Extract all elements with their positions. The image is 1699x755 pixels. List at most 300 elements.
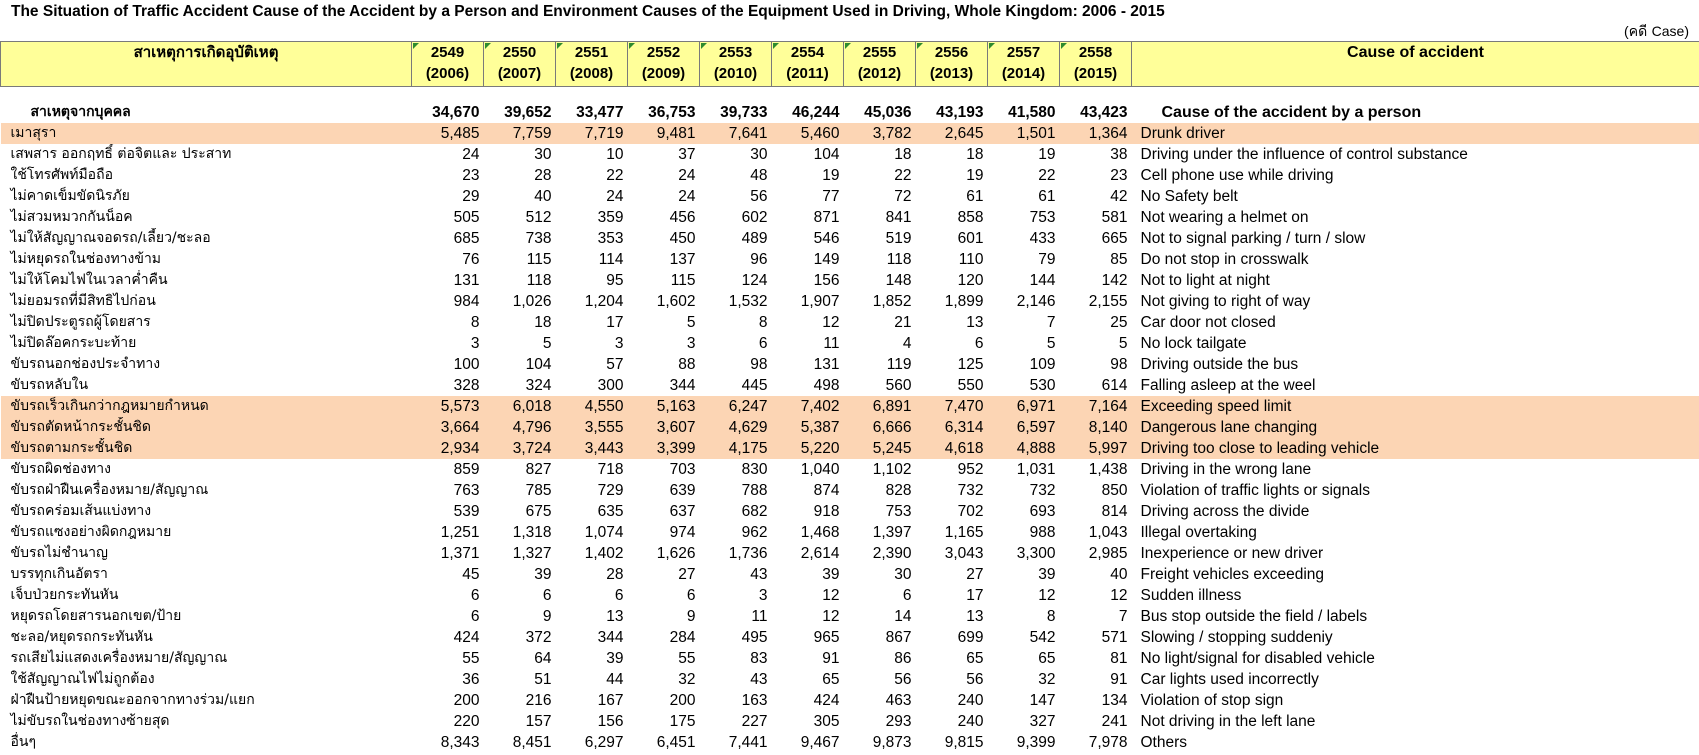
cause-thai-cell: สาเหตุจากบุคคล — [30, 104, 131, 120]
table-row — [1, 627, 1699, 648]
value-cell: 18 — [534, 314, 552, 331]
value-cell: 8 — [470, 314, 480, 331]
value-cell: 9,399 — [1016, 734, 1056, 751]
value-cell: 13 — [606, 608, 624, 625]
value-cell: 7,470 — [916, 396, 988, 417]
value-cell: 498 — [813, 377, 840, 394]
value-cell: 156 — [597, 713, 624, 730]
value-cell: 43 — [750, 671, 768, 688]
header-year-2015: 2558 (2015) — [1060, 42, 1132, 87]
value-cell: 25 — [1110, 314, 1128, 331]
value-cell: 36,753 — [648, 104, 696, 121]
value-cell: 163 — [741, 692, 768, 709]
cause-english-cell: Driving in the wrong lane — [1132, 459, 1699, 480]
value-cell: 9 — [542, 608, 552, 625]
cause-thai-cell: ไม่ให้โคมไฟในเวลาค่ำคืน — [10, 272, 168, 288]
value-cell: 18 — [966, 146, 984, 163]
value-cell: 4,629 — [700, 417, 772, 438]
value-cell: 216 — [525, 692, 552, 709]
value-cell: 682 — [741, 503, 768, 520]
cause-thai-cell: ขับรถฝ่าฝืนเครื่องหมาย/สัญญาณ — [10, 482, 209, 498]
value-cell: 8,451 — [512, 734, 552, 751]
value-cell: 118 — [886, 251, 912, 268]
unit-english: Case — [1651, 23, 1685, 39]
header-year-2006: 2549 (2006) — [412, 42, 484, 87]
value-cell: 4 — [902, 335, 912, 352]
value-cell: 1,468 — [800, 524, 840, 541]
value-cell: 5 — [1118, 335, 1128, 352]
value-cell: 13 — [966, 608, 984, 625]
value-cell: 1,602 — [656, 293, 696, 310]
value-cell: 8 — [1046, 608, 1056, 625]
cause-english-cell: Bus stop outside the field / labels — [1132, 606, 1699, 627]
value-cell: 359 — [597, 209, 624, 226]
value-cell: 2,155 — [1088, 293, 1128, 310]
value-cell: 539 — [453, 503, 480, 520]
spacer-row — [1, 87, 1699, 103]
value-cell: 137 — [669, 251, 696, 268]
cause-english-cell: Violation of stop sign — [1132, 690, 1699, 711]
value-cell: 830 — [741, 461, 768, 478]
value-cell: 867 — [885, 629, 912, 646]
table-row — [1, 480, 1699, 501]
header-year-2007: 2550 (2007) — [484, 42, 556, 87]
value-cell: 98 — [1110, 356, 1128, 373]
cause-thai-cell: ใช้โทรศัพท์มือถือ — [10, 167, 113, 183]
value-cell: 3,300 — [1016, 545, 1056, 562]
value-cell: 284 — [669, 629, 696, 646]
value-cell: 4,550 — [556, 396, 628, 417]
cause-english-cell: Not to light at night — [1132, 270, 1699, 291]
value-cell: 300 — [597, 377, 624, 394]
cause-english-cell: Do not stop in crosswalk — [1132, 249, 1699, 270]
value-cell: 1,626 — [656, 545, 696, 562]
table-row — [1, 732, 1699, 753]
cause-thai-cell: รถเสียไม่แสดงเครื่องหมาย/สัญญาณ — [10, 650, 228, 666]
value-cell: 72 — [894, 188, 912, 205]
table-row — [1, 648, 1699, 669]
value-cell: 42 — [1110, 188, 1128, 205]
value-cell: 2,934 — [412, 438, 484, 459]
value-cell: 6,314 — [916, 417, 988, 438]
value-cell: 1,040 — [800, 461, 840, 478]
value-cell: 40 — [534, 188, 552, 205]
value-cell: 2,985 — [1088, 545, 1128, 562]
value-cell: 65 — [822, 671, 840, 688]
value-cell: 30 — [534, 146, 552, 163]
value-cell: 46,244 — [792, 104, 840, 121]
value-cell: 5,245 — [844, 438, 916, 459]
value-cell: 1,371 — [440, 545, 480, 562]
value-cell: 512 — [525, 209, 552, 226]
cause-english-cell: Car door not closed — [1132, 312, 1699, 333]
value-cell: 1,251 — [440, 524, 480, 541]
value-cell: 7,759 — [484, 123, 556, 144]
value-cell: 841 — [885, 209, 912, 226]
value-cell: 3 — [686, 335, 696, 352]
value-cell: 14 — [894, 608, 912, 625]
cause-english-cell: Driving outside the bus — [1132, 354, 1699, 375]
table-row — [1, 417, 1699, 438]
value-cell: 530 — [1029, 377, 1056, 394]
value-cell: 38 — [1110, 146, 1128, 163]
value-cell: 81 — [1110, 650, 1128, 667]
value-cell: 7,719 — [556, 123, 628, 144]
value-cell: 6 — [974, 335, 984, 352]
cause-english-cell: Driving under the influence of control substance — [1132, 144, 1699, 165]
value-cell: 241 — [1101, 713, 1128, 730]
value-cell: 28 — [606, 566, 624, 583]
value-cell: 24 — [606, 188, 624, 205]
value-cell: 28 — [534, 167, 552, 184]
cause-thai-cell: ขับรถเร็วเกินกว่ากฎหมายกำหนด — [1, 396, 412, 417]
table-row — [1, 522, 1699, 543]
value-cell: 7,402 — [772, 396, 844, 417]
header-year-2010: 2553 (2010) — [700, 42, 772, 87]
value-cell: 156 — [813, 272, 840, 289]
value-cell: 12 — [1038, 587, 1056, 604]
value-cell: 785 — [525, 482, 552, 499]
value-cell: 635 — [597, 503, 624, 520]
cause-thai-cell: ไม่ปิดล๊อคกระบะท้าย — [10, 335, 137, 351]
value-cell: 11 — [751, 608, 768, 625]
table-row — [1, 690, 1699, 711]
cause-english-cell: Cause of the accident by a person — [1132, 102, 1699, 123]
value-cell: 57 — [606, 356, 624, 373]
value-cell: 76 — [462, 251, 480, 268]
value-cell: 1,102 — [872, 461, 912, 478]
value-cell: 753 — [1029, 209, 1056, 226]
value-cell: 3,664 — [412, 417, 484, 438]
value-cell: 9,815 — [944, 734, 984, 751]
value-cell: 6 — [686, 587, 696, 604]
value-cell: 45 — [462, 566, 480, 583]
value-cell: 2,645 — [916, 123, 988, 144]
value-cell: 56 — [966, 671, 984, 688]
table-row — [1, 333, 1699, 354]
value-cell: 30 — [894, 566, 912, 583]
value-cell: 61 — [1038, 188, 1056, 205]
value-cell: 167 — [597, 692, 624, 709]
value-cell: 4,796 — [484, 417, 556, 438]
value-cell: 9,467 — [800, 734, 840, 751]
value-cell: 6,451 — [656, 734, 696, 751]
value-cell: 763 — [453, 482, 480, 499]
value-cell: 100 — [453, 356, 480, 373]
cause-english-cell: Not giving to right of way — [1132, 291, 1699, 312]
value-cell: 324 — [525, 377, 552, 394]
value-cell: 7,441 — [728, 734, 768, 751]
value-cell: 463 — [885, 692, 912, 709]
value-cell: 858 — [957, 209, 984, 226]
value-cell: 61 — [966, 188, 984, 205]
value-cell: 4,888 — [988, 438, 1060, 459]
value-cell: 65 — [1038, 650, 1056, 667]
value-cell: 1,899 — [944, 293, 984, 310]
value-cell: 22 — [606, 167, 624, 184]
value-cell: 200 — [669, 692, 696, 709]
value-cell: 79 — [1038, 251, 1056, 268]
sheet-title: The Situation of Traffic Accident Cause of the Accident by a Person and Environment Causes of the Equipment Used in Driving, Whole Kingdom: 2006 - 2015 — [11, 3, 1165, 20]
cause-english-cell: Falling asleep at the weel — [1132, 375, 1699, 396]
value-cell: 718 — [597, 461, 624, 478]
value-cell: 827 — [525, 461, 552, 478]
value-cell: 39 — [822, 566, 840, 583]
value-cell: 3,607 — [628, 417, 700, 438]
value-cell: 125 — [957, 356, 984, 373]
value-cell: 119 — [886, 356, 912, 373]
value-cell: 17 — [606, 314, 624, 331]
value-cell: 859 — [453, 461, 480, 478]
cause-thai-cell: ไม่ขับรถในช่องทางซ้ายสุด — [10, 713, 170, 729]
value-cell: 445 — [741, 377, 768, 394]
header-year-2008: 2551 (2008) — [556, 42, 628, 87]
cause-thai-cell: ขับรถตามกระชั้นชิด — [1, 438, 412, 459]
value-cell: 7,164 — [1060, 396, 1132, 417]
value-cell: 43 — [750, 566, 768, 583]
value-cell: 8,343 — [440, 734, 480, 751]
value-cell: 13 — [966, 314, 984, 331]
table-row — [1, 669, 1699, 690]
value-cell: 814 — [1101, 503, 1128, 520]
value-cell: 952 — [957, 461, 984, 478]
cause-english-cell: Freight vehicles exceeding — [1132, 564, 1699, 585]
table-row — [1, 354, 1699, 375]
value-cell: 131 — [453, 272, 480, 289]
value-cell: 372 — [525, 629, 552, 646]
value-cell: 10 — [606, 146, 624, 163]
value-cell: 675 — [525, 503, 552, 520]
value-cell: 39 — [534, 566, 552, 583]
value-cell: 43,193 — [936, 104, 984, 121]
table-row — [1, 501, 1699, 522]
value-cell: 51 — [534, 671, 552, 688]
table-row — [1, 249, 1699, 270]
table-row — [1, 186, 1699, 207]
value-cell: 1,907 — [800, 293, 840, 310]
value-cell: 702 — [957, 503, 984, 520]
table-row — [1, 291, 1699, 312]
header-year-2012: 2555 (2012) — [844, 42, 916, 87]
value-cell: 614 — [1101, 377, 1128, 394]
value-cell: 788 — [741, 482, 768, 499]
cause-thai-cell: ไม่ยอมรถที่มีสิทธิไปก่อน — [10, 293, 156, 309]
value-cell: 693 — [1029, 503, 1056, 520]
value-cell: 519 — [885, 230, 912, 247]
cause-thai-cell: ขับรถคร่อมเส้นแบ่งทาง — [10, 503, 152, 519]
value-cell: 2,390 — [872, 545, 912, 562]
value-cell: 86 — [894, 650, 912, 667]
value-cell: 109 — [1029, 356, 1056, 373]
value-cell: 665 — [1101, 230, 1128, 247]
value-cell: 7,641 — [700, 123, 772, 144]
value-cell: 227 — [741, 713, 768, 730]
value-cell: 30 — [750, 146, 768, 163]
value-cell: 1,204 — [584, 293, 624, 310]
cause-thai-cell: บรรทุกเกินอัตรา — [10, 566, 108, 582]
value-cell: 19 — [822, 167, 840, 184]
cause-thai-cell: ไม่คาดเข็มขัดนิรภัย — [10, 188, 130, 204]
value-cell: 19 — [966, 167, 984, 184]
value-cell: 581 — [1101, 209, 1128, 226]
cause-english-cell: Cell phone use while driving — [1132, 165, 1699, 186]
value-cell: 602 — [741, 209, 768, 226]
table-row — [1, 207, 1699, 228]
cause-english-cell: Violation of traffic lights or signals — [1132, 480, 1699, 501]
value-cell: 984 — [453, 293, 480, 310]
value-cell: 560 — [885, 377, 912, 394]
value-cell: 45,036 — [864, 104, 912, 121]
cause-english-cell: Driving too close to leading vehicle — [1132, 438, 1699, 459]
value-cell: 91 — [1110, 671, 1128, 688]
value-cell: 3 — [758, 587, 768, 604]
value-cell: 9,873 — [872, 734, 912, 751]
value-cell: 5,997 — [1060, 438, 1132, 459]
table-row — [1, 459, 1699, 480]
value-cell: 149 — [813, 251, 840, 268]
value-cell: 118 — [526, 272, 552, 289]
value-cell: 962 — [741, 524, 768, 541]
value-cell: 41,580 — [1008, 104, 1056, 121]
value-cell: 22 — [1038, 167, 1056, 184]
value-cell: 64 — [534, 650, 552, 667]
value-cell: 918 — [813, 503, 840, 520]
cause-thai-cell: เมาสุรา — [1, 123, 412, 144]
cause-thai-cell: ใช้สัญญาณไฟไม่ถูกต้อง — [10, 671, 155, 687]
value-cell: 3,399 — [628, 438, 700, 459]
value-cell: 6 — [470, 587, 480, 604]
value-cell: 601 — [957, 230, 984, 247]
cause-thai-cell: ฝ่าฝืนป้ายหยุดขณะออกจากทางร่วม/แยก — [10, 692, 255, 708]
value-cell: 36 — [462, 671, 480, 688]
value-cell: 144 — [1029, 272, 1056, 289]
header-row — [1, 42, 1699, 87]
unit-thai: คดี — [1628, 24, 1648, 40]
value-cell: 148 — [885, 272, 912, 289]
value-cell: 27 — [966, 566, 984, 583]
value-cell: 6 — [470, 608, 480, 625]
value-cell: 293 — [885, 713, 912, 730]
value-cell: 433 — [1029, 230, 1056, 247]
table-row — [1, 543, 1699, 564]
value-cell: 988 — [1029, 524, 1056, 541]
value-cell: 3,443 — [556, 438, 628, 459]
value-cell: 753 — [885, 503, 912, 520]
cause-thai-cell: ไม่หยุดรถในช่องทางข้าม — [10, 251, 162, 267]
value-cell: 850 — [1101, 482, 1128, 499]
cause-thai-cell: ขับรถแซงอย่างผิดกฎหมาย — [10, 524, 172, 540]
cause-english-cell: Others — [1132, 732, 1699, 753]
value-cell: 6,666 — [844, 417, 916, 438]
value-cell: 134 — [1101, 692, 1128, 709]
value-cell: 124 — [741, 272, 768, 289]
value-cell: 732 — [957, 482, 984, 499]
value-cell: 729 — [597, 482, 624, 499]
value-cell: 56 — [894, 671, 912, 688]
value-cell: 39,733 — [720, 104, 768, 121]
header-english-label: Cause of accident — [1132, 42, 1699, 87]
value-cell: 8 — [758, 314, 768, 331]
value-cell: 88 — [678, 356, 696, 373]
value-cell: 77 — [822, 188, 840, 205]
value-cell: 639 — [669, 482, 696, 499]
value-cell: 874 — [813, 482, 840, 499]
value-cell: 1,327 — [512, 545, 552, 562]
value-cell: 1,852 — [872, 293, 912, 310]
value-cell: 147 — [1029, 692, 1056, 709]
value-cell: 55 — [678, 650, 696, 667]
value-cell: 7 — [1046, 314, 1056, 331]
value-cell: 5,220 — [772, 438, 844, 459]
value-cell: 33,477 — [576, 104, 624, 121]
value-cell: 19 — [1038, 146, 1056, 163]
value-cell: 6,297 — [584, 734, 624, 751]
value-cell: 5,387 — [772, 417, 844, 438]
value-cell: 43,423 — [1080, 104, 1128, 121]
value-cell: 699 — [957, 629, 984, 646]
value-cell: 12 — [822, 608, 840, 625]
value-cell: 344 — [597, 629, 624, 646]
value-cell: 3,782 — [844, 123, 916, 144]
value-cell: 39 — [1038, 566, 1056, 583]
table-row — [1, 711, 1699, 732]
value-cell: 1,438 — [1088, 461, 1128, 478]
cause-thai-cell: ไม่สวมหมวกกันน็อค — [10, 209, 133, 225]
value-cell: 2,146 — [1016, 293, 1056, 310]
value-cell: 424 — [453, 629, 480, 646]
value-cell: 240 — [957, 692, 984, 709]
value-cell: 974 — [669, 524, 696, 541]
value-cell: 703 — [669, 461, 696, 478]
value-cell: 1,501 — [988, 123, 1060, 144]
cause-english-cell: Illegal overtaking — [1132, 522, 1699, 543]
value-cell: 11 — [823, 335, 840, 352]
value-cell: 3,043 — [944, 545, 984, 562]
value-cell: 24 — [462, 146, 480, 163]
value-cell: 17 — [966, 587, 984, 604]
table-row — [1, 165, 1699, 186]
value-cell: 98 — [750, 356, 768, 373]
value-cell: 685 — [453, 230, 480, 247]
cause-english-cell: Not wearing a helmet on — [1132, 207, 1699, 228]
value-cell: 1,364 — [1060, 123, 1132, 144]
cause-english-cell: Not driving in the left lane — [1132, 711, 1699, 732]
value-cell: 327 — [1029, 713, 1056, 730]
value-cell: 965 — [813, 629, 840, 646]
value-cell: 48 — [750, 167, 768, 184]
value-cell: 6,247 — [700, 396, 772, 417]
value-cell: 1,397 — [872, 524, 912, 541]
cause-english-cell: Dangerous lane changing — [1132, 417, 1699, 438]
cause-thai-cell: ไม่ให้สัญญาณจอดรถ/เลี้ยว/ชะลอ — [10, 230, 211, 246]
header-year-2009: 2552 (2009) — [628, 42, 700, 87]
value-cell: 91 — [822, 650, 840, 667]
value-cell: 37 — [678, 146, 696, 163]
value-cell: 344 — [669, 377, 696, 394]
value-cell: 1,402 — [584, 545, 624, 562]
unit-label: (คดี Case) — [1624, 23, 1689, 40]
table-row — [1, 375, 1699, 396]
cause-thai-cell: เสพสาร ออกฤทธิ์ ต่อจิตและ ประสาท — [10, 146, 232, 162]
value-cell: 157 — [525, 713, 552, 730]
value-cell: 22 — [894, 167, 912, 184]
cause-english-cell: No light/signal for disabled vehicle — [1132, 648, 1699, 669]
value-cell: 5 — [686, 314, 696, 331]
value-cell: 4,175 — [700, 438, 772, 459]
data-table — [0, 41, 1699, 753]
value-cell: 6 — [614, 587, 624, 604]
value-cell: 6,891 — [844, 396, 916, 417]
